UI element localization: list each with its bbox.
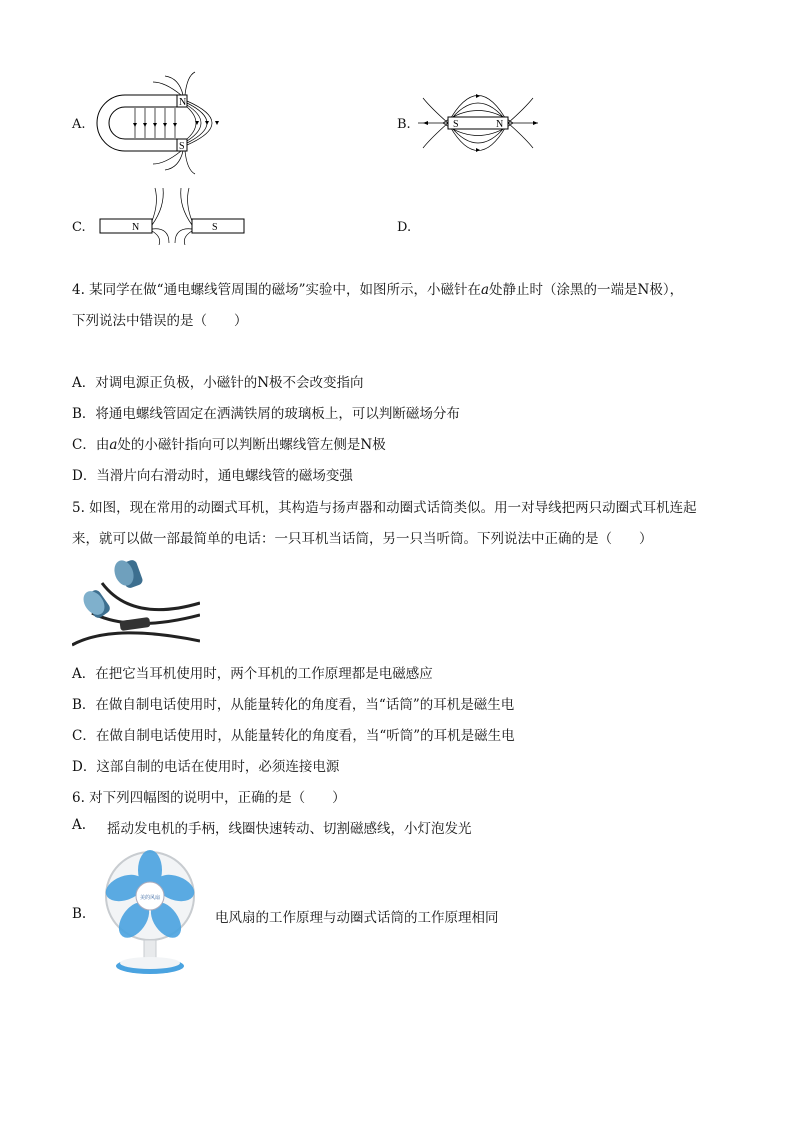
q4-stem-part2: 处静止时（涂黑的一端是N极）， bbox=[489, 282, 684, 298]
q3-option-c-letter: C. bbox=[72, 220, 86, 235]
q4-option-d: D．当滑片向右滑动时，通电螺线管的磁场变强 bbox=[72, 468, 353, 484]
q3-a-n-label: N bbox=[179, 97, 187, 108]
q5-option-d: D．这部自制的电话在使用时，必须连接电源 bbox=[72, 759, 340, 775]
q4-option-c bbox=[72, 433, 386, 453]
q3-option-d-letter: D. bbox=[397, 220, 412, 235]
q3-c-n-label: N bbox=[132, 222, 140, 233]
earphone-image bbox=[72, 553, 200, 653]
q3-option-a-figure bbox=[95, 68, 245, 183]
q6-option-a-letter: A. bbox=[72, 817, 87, 833]
q4-option-c-post: 处的小磁针指向可以判断出螺线管左侧是N极 bbox=[117, 437, 386, 453]
q3-option-c-figure bbox=[97, 185, 247, 245]
q3-a-s-label: S bbox=[179, 141, 185, 152]
q4-option-c-var: a bbox=[109, 437, 118, 453]
q5-option-b: B．在做自制电话使用时，从能量转化的角度看，当“话筒”的耳机是磁生电 bbox=[72, 697, 515, 713]
q3-b-s-label: S bbox=[453, 119, 459, 130]
electric-fan-image bbox=[96, 848, 204, 982]
q4-option-c-pre: C．由 bbox=[72, 437, 110, 453]
q3-option-a-letter: A. bbox=[72, 117, 86, 132]
q3-c-s-label: S bbox=[212, 222, 218, 233]
q4-stem-line2: 下列说法中错误的是（ ） bbox=[72, 313, 248, 329]
q5-stem-line1: 5. 如图，现在常用的动圈式耳机，其构造与扬声器和动圈式话筒类似。用一对导线把两只动圈式耳机连起 bbox=[72, 500, 697, 516]
q4-stem-part1: 4. 某同学在做“通电螺线管周围的磁场”实验中，如图所示，小磁针在 bbox=[72, 282, 481, 298]
q5-option-c: C．在做自制电话使用时，从能量转化的角度看，当“听筒”的耳机是磁生电 bbox=[72, 728, 515, 744]
q4-stem-line1 bbox=[72, 278, 683, 298]
q5-stem-line2: 来，就可以做一部最简单的电话：一只耳机当话筒，另一只当听筒。下列说法中正确的是（ ） bbox=[72, 531, 653, 547]
q6-option-b-letter: B. bbox=[72, 906, 87, 922]
q4-option-a: A．对调电源正负极，小磁针的N极不会改变指向 bbox=[72, 375, 364, 391]
q6-option-b-text: 电风扇的工作原理与动圈式话筒的工作原理相同 bbox=[215, 910, 499, 926]
q3-b-n-label: N bbox=[496, 119, 504, 130]
q5-option-a: A．在把它当耳机使用时，两个耳机的工作原理都是电磁感应 bbox=[72, 666, 433, 682]
q6-option-a-text: 摇动发电机的手柄，线圈快速转动、切割磁感线，小灯泡发光 bbox=[107, 821, 472, 837]
q4-stem-var: a bbox=[480, 282, 490, 298]
q3-option-b-letter: B. bbox=[397, 117, 411, 132]
q3-option-b-figure bbox=[413, 78, 543, 168]
fan-brand-label: 美的风扇 bbox=[139, 895, 161, 901]
q4-option-b: B．将通电螺线管固定在洒满铁屑的玻璃板上，可以判断磁场分布 bbox=[72, 406, 460, 422]
q6-stem: 6. 对下列四幅图的说明中，正确的是（ ） bbox=[72, 790, 346, 806]
